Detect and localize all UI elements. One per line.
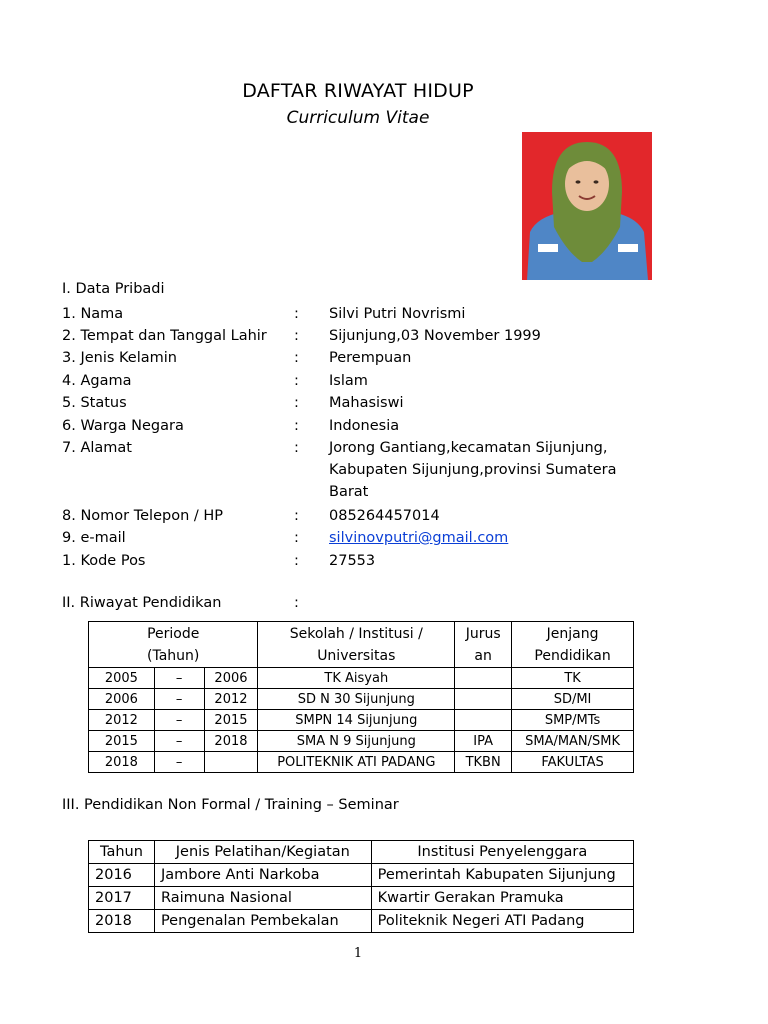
document-title: DAFTAR RIWAYAT HIDUP: [242, 80, 474, 102]
cell-from: 2015: [89, 731, 155, 752]
training-table: [88, 840, 634, 933]
profile-photo: [522, 132, 652, 280]
data-label: 9. e-mail: [62, 530, 126, 546]
cell-jurusan: IPA: [455, 731, 512, 752]
cell-jurusan: TKBN: [455, 752, 512, 773]
data-label: 4. Agama: [62, 373, 132, 389]
data-value: Silvi Putri Novrismi: [329, 306, 466, 322]
data-colon: :: [294, 553, 299, 569]
cell-jenis: Raimuna Nasional: [154, 887, 371, 910]
table-row: [89, 910, 634, 933]
cell-jenjang: SMA/MAN/SMK: [512, 731, 634, 752]
data-colon: :: [294, 395, 299, 411]
cell-tahun: 2018: [89, 910, 155, 933]
data-colon: :: [294, 373, 299, 389]
data-value: Indonesia: [329, 418, 400, 434]
cell-sekolah: SD N 30 Sijunjung: [258, 689, 455, 710]
data-row: [62, 370, 662, 392]
data-row: [62, 303, 662, 325]
page-number: 1: [353, 946, 363, 961]
header-institusi: Institusi Penyelenggara: [371, 841, 633, 864]
data-value: Perempuan: [329, 350, 412, 366]
cell-from: 2012: [89, 710, 155, 731]
header-jenis: Jenis Pelatihan/Kegiatan: [154, 841, 371, 864]
cell-institusi: Kwartir Gerakan Pramuka: [371, 887, 633, 910]
header-jurusan: Jurus an: [455, 622, 512, 668]
table-row: [89, 887, 634, 910]
document-subtitle: Curriculum Vitae: [286, 108, 430, 128]
cell-dash: –: [154, 731, 204, 752]
cell-to: 2012: [204, 689, 258, 710]
cell-jenjang: SMP/MTs: [512, 710, 634, 731]
data-label: 2. Tempat dan Tanggal Lahir: [62, 328, 267, 344]
table-row: [89, 731, 634, 752]
cell-institusi: Politeknik Negeri ATI Padang: [371, 910, 633, 933]
data-row: [62, 325, 662, 347]
header-jenjang: Jenjang Pendidikan: [512, 622, 634, 668]
cell-institusi: Pemerintah Kabupaten Sijunjung: [371, 864, 633, 887]
cell-from: 2005: [89, 668, 155, 689]
cell-to: [204, 752, 258, 773]
cell-to: 2006: [204, 668, 258, 689]
data-colon: :: [294, 508, 299, 524]
cell-to: 2015: [204, 710, 258, 731]
data-colon: :: [294, 440, 299, 456]
data-row: [62, 415, 662, 437]
cell-jenis: Pengenalan Pembekalan: [154, 910, 371, 933]
data-value: Mahasiswi: [329, 395, 404, 411]
data-colon: :: [294, 306, 299, 322]
cell-dash: –: [154, 710, 204, 731]
cell-tahun: 2016: [89, 864, 155, 887]
education-table: [88, 621, 634, 773]
cell-jurusan: [455, 668, 512, 689]
data-colon: :: [294, 328, 299, 344]
data-row: [62, 437, 662, 503]
cell-sekolah: SMPN 14 Sijunjung: [258, 710, 455, 731]
table-row: [89, 689, 634, 710]
section-non-formal: III. Pendidikan Non Formal / Training – Seminar: [62, 797, 399, 813]
section-data-pribadi: I. Data Pribadi: [62, 281, 165, 297]
table-row: [89, 864, 634, 887]
cell-dash: –: [154, 752, 204, 773]
data-label: 7. Alamat: [62, 440, 132, 456]
data-row: [62, 347, 662, 369]
cell-from: 2006: [89, 689, 155, 710]
data-row: [62, 392, 662, 414]
cell-from: 2018: [89, 752, 155, 773]
data-label: 3. Jenis Kelamin: [62, 350, 177, 366]
data-label: 6. Warga Negara: [62, 418, 184, 434]
cell-jenis: Jambore Anti Narkoba: [154, 864, 371, 887]
riwayat-pendidikan-colon: :: [294, 595, 299, 611]
data-label: 1. Nama: [62, 306, 124, 322]
cell-jurusan: [455, 710, 512, 731]
data-row: [62, 527, 662, 549]
header-periode: Periode (Tahun): [89, 622, 258, 668]
cell-sekolah: POLITEKNIK ATI PADANG: [258, 752, 455, 773]
table-row: [89, 710, 634, 731]
cell-tahun: 2017: [89, 887, 155, 910]
data-colon: :: [294, 418, 299, 434]
data-label: 8. Nomor Telepon / HP: [62, 508, 224, 524]
data-value: 085264457014: [329, 508, 440, 524]
data-value: Sijunjung,03 November 1999: [329, 328, 541, 344]
data-colon: :: [294, 530, 299, 546]
email-link[interactable]: silvinovputri@gmail.com: [329, 530, 509, 546]
cell-to: 2018: [204, 731, 258, 752]
riwayat-pendidikan-heading: II. Riwayat Pendidikan: [62, 595, 222, 611]
cell-jenjang: SD/MI: [512, 689, 634, 710]
cell-dash: –: [154, 668, 204, 689]
data-row: [62, 550, 662, 572]
cell-sekolah: SMA N 9 Sijunjung: [258, 731, 455, 752]
cell-sekolah: TK Aisyah: [258, 668, 455, 689]
cell-jenjang: TK: [512, 668, 634, 689]
section-riwayat-pendidikan: [62, 595, 299, 611]
data-label: 5. Status: [62, 395, 127, 411]
table-row: [89, 752, 634, 773]
cell-dash: –: [154, 689, 204, 710]
header-sekolah: Sekolah / Institusi / Universitas: [258, 622, 455, 668]
table-row: [89, 668, 634, 689]
cell-jurusan: [455, 689, 512, 710]
data-value: 27553: [329, 553, 376, 569]
data-value: Jorong Gantiang,kecamatan Sijunjung, Kabupaten Sijunjung,provinsi Sumatera Barat: [329, 440, 617, 500]
data-label: 1. Kode Pos: [62, 553, 146, 569]
data-colon: :: [294, 350, 299, 366]
header-tahun: Tahun: [89, 841, 155, 864]
cell-jenjang: FAKULTAS: [512, 752, 634, 773]
data-row: [62, 505, 662, 527]
data-value: Islam: [329, 373, 368, 389]
